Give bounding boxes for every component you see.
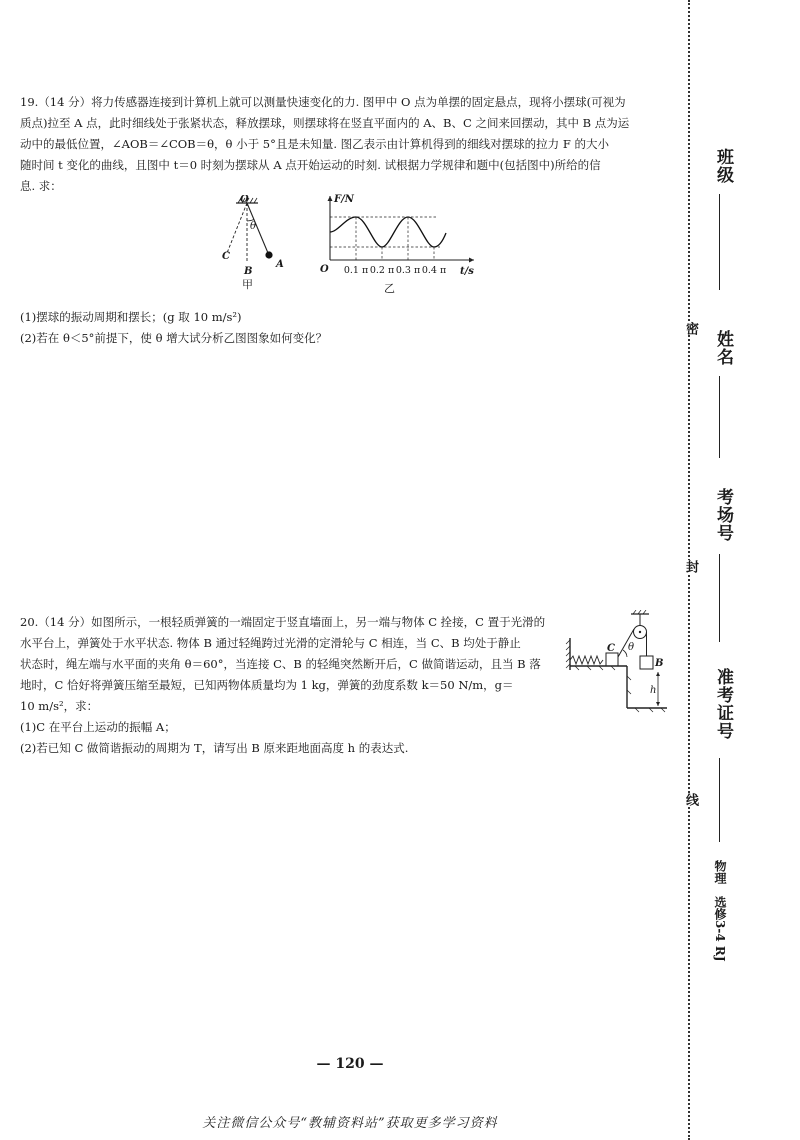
- subject-label: 物理 选修3-4 RJ: [713, 860, 727, 962]
- label-o: O: [240, 195, 249, 205]
- y-axis-label: F/N: [334, 194, 354, 205]
- caption-yi: 乙: [384, 282, 395, 295]
- label-c: C: [222, 251, 230, 262]
- label-h: h: [650, 685, 657, 696]
- name-field: [706, 330, 736, 460]
- class-label: 班级: [713, 148, 733, 184]
- ticket-number-field: [706, 668, 736, 844]
- exam-room-field: [706, 488, 736, 643]
- q20-line-1: 20.（14 分）如图所示，一根轻质弹簧的一端固定于竖直墙面上，另一端与物体 C 拴接，C 置于光滑的: [20, 615, 546, 629]
- label-c: C: [607, 643, 615, 654]
- dashed-line-oc: [227, 203, 247, 253]
- tick-label-3: 0.3 π: [395, 265, 421, 276]
- x-axis-label: t/s: [460, 266, 474, 277]
- class-underline: [719, 194, 720, 290]
- q19-line-5: 息. 求：: [20, 179, 62, 193]
- caption-jia: 甲: [242, 278, 253, 290]
- name-underline: [719, 376, 720, 458]
- seal-mark-mi: 密: [676, 322, 700, 335]
- ticket-number-label: 准考证号: [713, 668, 733, 740]
- label-b: B: [655, 658, 664, 669]
- question-20: [20, 612, 580, 759]
- footer-note: 关注微信公众号“教辅资料站”获取更多学习资料: [202, 1116, 498, 1131]
- block-c: [606, 653, 618, 666]
- seal-mark-feng: 封: [676, 560, 700, 573]
- label-theta: θ: [628, 642, 635, 653]
- q19-subquestion-2: (2)若在 θ＜5°前提下，使 θ 增大试分析乙图图象如何变化？: [20, 331, 328, 345]
- q20-subquestion-2: (2)若已知 C 做简谐振动的周期为 T，请写出 B 原来距地面高度 h 的表达式.: [20, 741, 409, 755]
- q19-line-3: 动中的最低位置，∠AOB＝∠COB＝θ，θ 小于 5°且是未知量. 图乙表示由计算机得到的细线对摆球的拉力 F 的大小: [20, 137, 609, 151]
- spring: [570, 656, 603, 664]
- exam-room-label: 考场号: [713, 488, 733, 542]
- force-time-graph: [316, 190, 486, 300]
- spring-pulley-figure: [565, 610, 670, 720]
- q20-line-2: 水平台上，弹簧处于水平状态. 物体 B 通过轻绳跨过光滑的定滑轮与 C 相连，当 C、B 均处于静止: [20, 636, 521, 650]
- q19-subquestion-1: (1)摆球的振动周期和摆长；(g 取 10 m/s²): [20, 310, 242, 324]
- y-axis-arrow: [328, 196, 333, 201]
- q20-subquestion-1: (1)C 在平台上运动的振幅 A；: [20, 720, 176, 734]
- q20-line-5: 10 m/s²，求：: [20, 699, 99, 713]
- q19-line-4: 随时间 t 变化的曲线，且图中 t＝0 时刻为摆球从 A 点开始运动的时刻. 试根据力学规律和题中(包括图中)所给的信: [20, 158, 601, 172]
- tick-label-2: 0.2 π: [369, 265, 395, 276]
- block-b: [640, 656, 653, 669]
- label-theta: θ: [250, 221, 257, 232]
- q20-line-4: 地时，C 恰好将弹簧压缩至最短，已知两物体质量均为 1 kg，弹簧的劲度系数 k＝50 N/m，g＝: [20, 678, 514, 692]
- pendulum-bob: [265, 251, 272, 258]
- origin-label: O: [320, 264, 329, 275]
- pulley-axle: [639, 631, 641, 633]
- page-number: — 120 —: [316, 1056, 384, 1072]
- seal-mark-xian: 线: [676, 793, 700, 806]
- label-b: B: [244, 266, 253, 277]
- q19-line-2: 质点)拉至 A 点，此时细线处于张紧状态，释放摆球，则摆球将在竖直平面内的 A、B、C 之间来回摆动，其中 B 点为运: [20, 116, 630, 130]
- class-field: [706, 148, 736, 293]
- x-axis-arrow: [469, 258, 474, 263]
- tick-label-4: 0.4 π: [421, 265, 447, 276]
- q19-line-1: 19.（14 分）将力传感器连接到计算机上就可以测量快速变化的力. 图甲中 O 点为单摆的固定悬点，现将小摆球(可视为: [20, 95, 626, 109]
- label-a: A: [276, 259, 284, 270]
- rope-angle-arc: [623, 650, 627, 657]
- tick-label-1: 0.1 π: [343, 265, 369, 276]
- name-label: 姓名: [713, 330, 733, 366]
- exam-room-underline: [719, 554, 720, 642]
- gridlines: [330, 217, 440, 260]
- pendulum-figure: [222, 195, 292, 290]
- q20-line-3: 状态时，绳左端与水平面的夹角 θ＝60°，当连接 C、B 的轻绳突然断开后，C 做简谐运动，且当 B 落: [20, 657, 541, 671]
- force-curve: [330, 217, 446, 247]
- ticket-number-underline: [719, 758, 720, 842]
